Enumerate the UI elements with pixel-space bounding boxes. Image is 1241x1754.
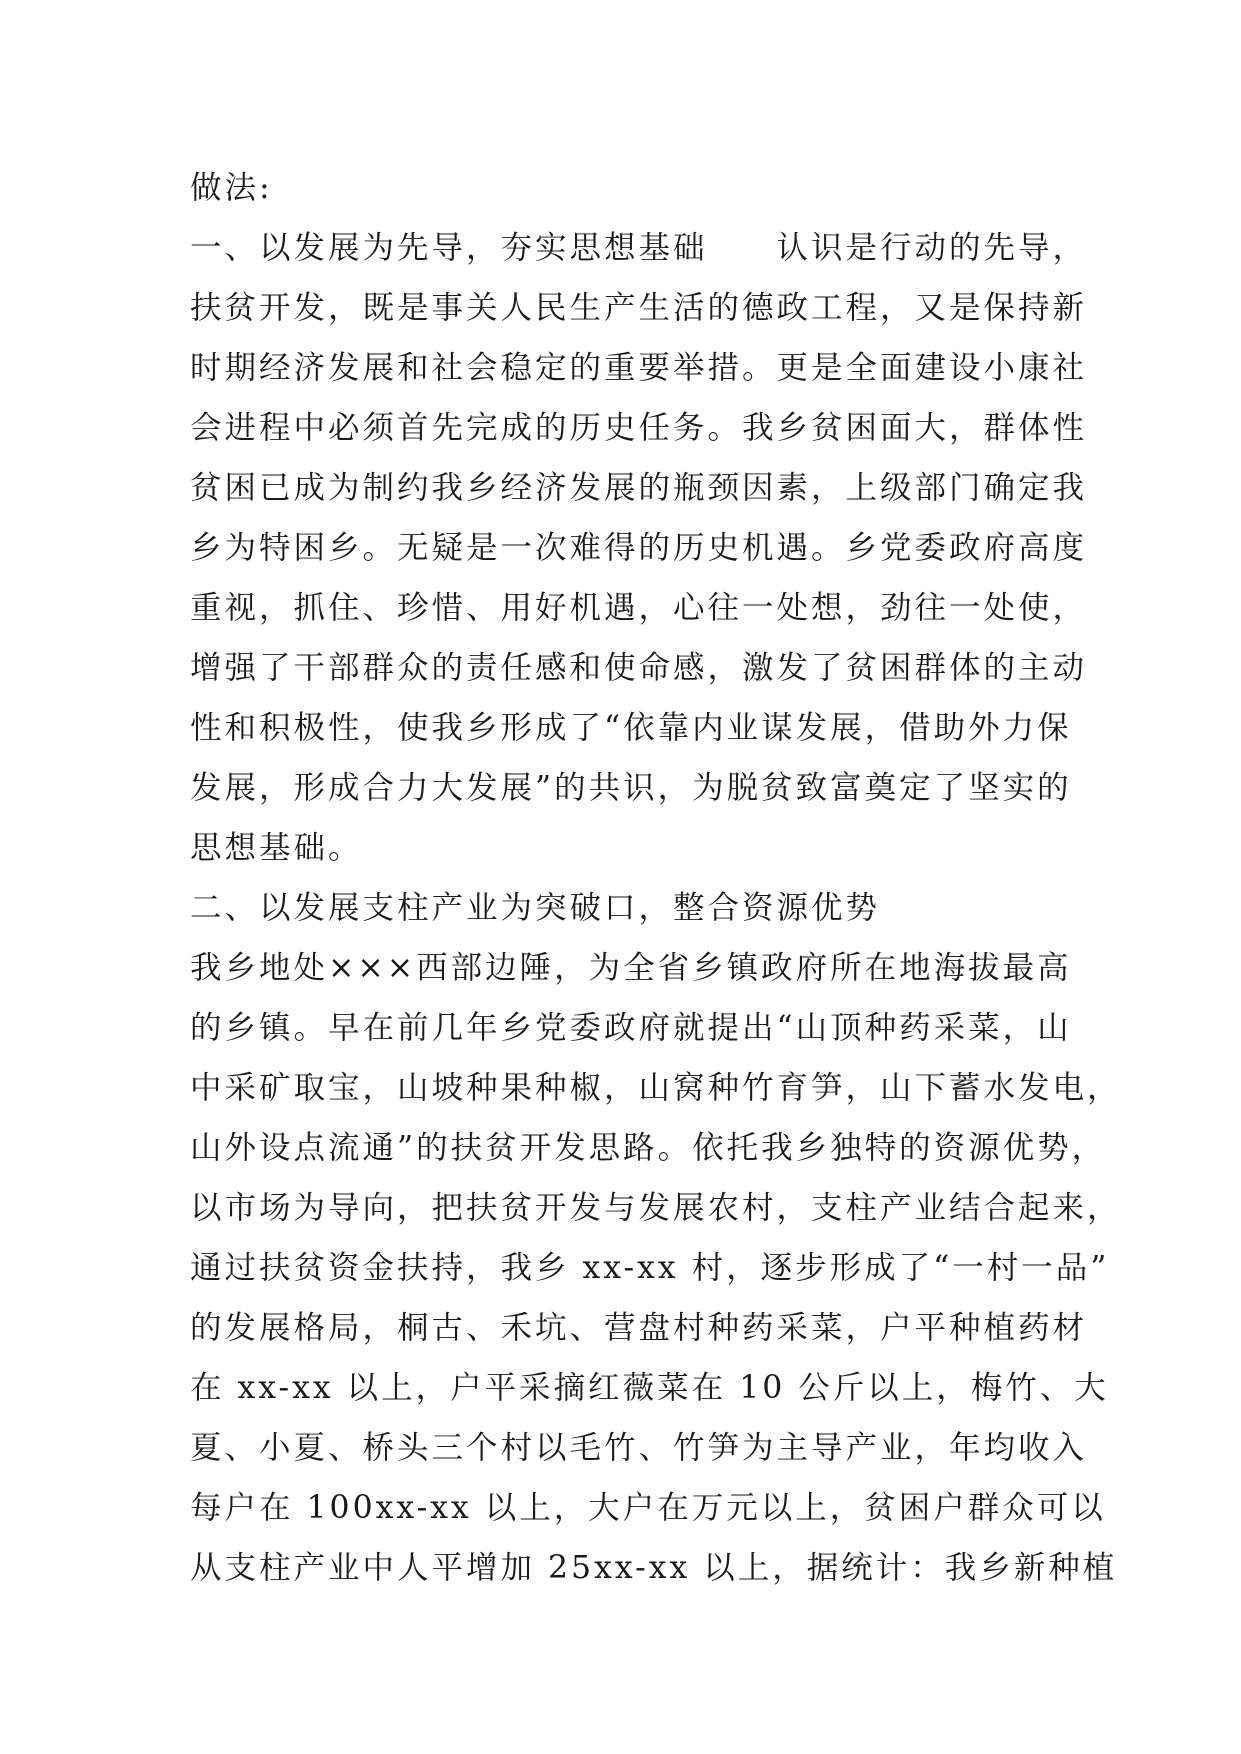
text-line: 夏、小夏、桥头三个村以毛竹、竹笋为主导产业，年均收入 xyxy=(190,1430,1088,1466)
text-line: 重视，抓住、珍惜、用好机遇，心往一处想，劲往一处使， xyxy=(190,590,1088,626)
text-line: 的发展格局，桐古、禾坑、营盘村种药采菜，户平种植药材 xyxy=(190,1310,1088,1346)
text-line: 从支柱产业中人平增加 25xx-xx 以上，据统计：我乡新种植 xyxy=(190,1550,1118,1586)
text-line: 以市场为导向，把扶贫开发与发展农村，支柱产业结合起来， xyxy=(190,1190,1122,1226)
text-line: 发展，形成合力大发展”的共识，为脱贫致富奠定了坚实的 xyxy=(190,770,1072,806)
text-line: 每户在 100xx-xx 以上，大户在万元以上，贫困户群众可以 xyxy=(190,1490,1106,1526)
text-line: 扶贫开发，既是事关人民生产生活的德政工程，又是保持新 xyxy=(190,290,1088,326)
text-line: 一、以发展为先导，夯实思想基础 认识是行动的先导， xyxy=(190,230,1088,266)
text-line: 思想基础。 xyxy=(190,830,363,866)
text-line: 我乡地处×××西部边陲，为全省乡镇政府所在地海拔最高 xyxy=(190,950,1072,986)
text-line: 会进程中必须首先完成的历史任务。我乡贫困面大，群体性 xyxy=(190,410,1088,446)
text-line: 乡为特困乡。无疑是一次难得的历史机遇。乡党委政府高度 xyxy=(190,530,1088,566)
text-line: 中采矿取宝，山坡种果种椒，山窝种竹育笋，山下蓄水发电， xyxy=(190,1070,1122,1106)
text-line: 性和积极性，使我乡形成了“依靠内业谋发展，借助外力保 xyxy=(190,710,1072,746)
text-line: 二、以发展支柱产业为突破口，整合资源优势 xyxy=(190,890,881,926)
text-line: 做法: xyxy=(190,170,273,206)
text-line: 的乡镇。早在前几年乡党委政府就提出“山顶种药采菜，山 xyxy=(190,1010,1072,1046)
text-line: 山外设点流通”的扶贫开发思路。依托我乡独特的资源优势， xyxy=(190,1130,1107,1166)
document-body xyxy=(190,158,1122,1598)
text-line: 通过扶贫资金扶持，我乡 xx-xx 村，逐步形成了“一村一品” xyxy=(190,1250,1110,1286)
text-line: 增强了干部群众的责任感和使命感，激发了贫困群体的主动 xyxy=(190,650,1088,686)
text-line: 在 xx-xx 以上，户平采摘红薇菜在 10 公斤以上，梅竹、大 xyxy=(190,1370,1109,1406)
text-line: 时期经济发展和社会稳定的重要举措。更是全面建设小康社 xyxy=(190,350,1088,386)
text-line: 贫困已成为制约我乡经济发展的瓶颈因素，上级部门确定我 xyxy=(190,470,1088,506)
